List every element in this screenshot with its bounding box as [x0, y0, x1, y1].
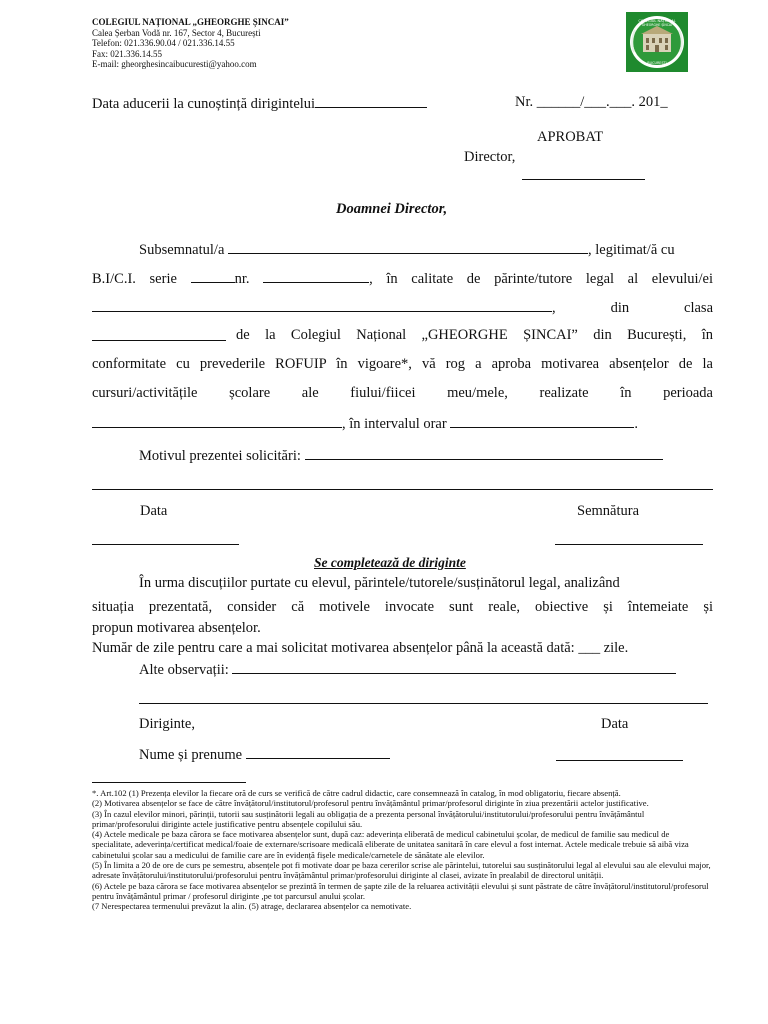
teacher-name-label: Nume și prenume — [139, 747, 243, 763]
other-observations-line — [139, 660, 676, 679]
request-line-7 — [92, 414, 638, 433]
request-line-6: cursuri/activitățile școlare ale fiului/fiicei meu/mele, realizate în perioada — [92, 385, 713, 401]
interval-field[interactable] — [450, 414, 634, 428]
director-signature-line[interactable] — [522, 179, 645, 180]
salutation: Doamnei Director, — [336, 201, 448, 217]
request-line-2 — [92, 269, 713, 288]
date-notice-label: Data aducerii la cunoștință dirigintelui — [92, 96, 316, 112]
school-reference: de la Colegiul Național „GHEORGHE ȘINCAI” din București, în — [236, 327, 713, 343]
registration-number: Nr. ______/___.___. 201_ — [515, 94, 668, 110]
id-number-label: nr. — [234, 271, 250, 287]
school-phone: Telefon: 021.336.90.04 / 021.336.14.55 — [92, 38, 235, 48]
previous-days-line: Număr de zile pentru care a mai solicitat motivarea absențelor până la această dată: ___ zile. — [92, 640, 629, 656]
date-notice-field[interactable] — [315, 94, 427, 108]
teacher-name-line — [139, 745, 390, 764]
date-notice — [92, 94, 427, 113]
reason-field[interactable] — [305, 446, 663, 460]
footnote-item: (6) Actele pe baza cărora se face motivarea absențelor se prezintă în termen de șapte zile de la reluarea activității elevului și sunt păstrate de către învățătorul/institutorul/profesorul pentru învățământul primar / profesorul diriginte ,pe tot parcursul anului școlar. — [92, 880, 709, 901]
footnote-item: (4) Actele medicale pe baza cărora se face motivarea absențelor sunt, după caz: adeverința eliberată de medicul cabinetului școlar, de medicul de familie sau medicul de specialitate, adeverința/certificat medical/foaie de externare/scrisoare medicală eliberate de unitatea sanitară în care elevul a fost internat. Actele medicale trebuie să aibă viza cabinetului școlar sau a medicului de familie care are în evidență fișele medicale/carnetele de sănătate ale elevilor. — [92, 829, 689, 860]
applicant-date-label: Data — [140, 503, 168, 519]
footnote-item: (5) În limita a 20 de ore de curs pe semestru, absențele pot fi motivate doar pe baza cererilor scrise ale părintelui, tutorelui sau susținătorului legal al elevului sau ale elevului major, adresate învățătorului/institutorului/profesorului pentru învățământul primar/profesorului diriginte al clasei, avizate în prealabil de directorul unității. — [92, 860, 711, 881]
reason-label: Motivul prezentei solicitări: — [139, 448, 301, 464]
other-observations-field[interactable] — [232, 660, 676, 674]
logo-bottom-text: BUCUREȘTI — [647, 61, 667, 65]
student-name-field[interactable] — [92, 298, 552, 312]
parent-role-label: , în calitate de părinte/tutore legal al elevului/ei — [369, 271, 713, 287]
request-line-4 — [92, 327, 713, 344]
teacher-section-title: Se completează de diriginte — [314, 555, 466, 570]
undersigned-label: Subsemnatul/a — [139, 242, 225, 258]
teacher-date-label: Data — [601, 716, 629, 732]
footnote-item: (7 Nerespectarea termenului prevăzut la alin. (5) atrage, declararea absențelor ca nemotivate. — [92, 901, 412, 912]
comma: , — [552, 300, 556, 316]
teacher-paragraph-line-2: situația prezentată, consider că motivele invocate sunt reale, obiective și întemeiate și — [92, 599, 713, 615]
logo-top-text: COLEGIUL NAȚIONAL — [638, 19, 676, 23]
class-label: clasa — [684, 300, 714, 316]
footnote-item: (2) Motivarea absențelor se face de către învățătorul/institutorul/profesorul pentru învățământul primar/profesorul diriginte în ziua prezentării actelor justificative. — [92, 798, 649, 809]
teacher-label: Diriginte, — [139, 716, 195, 732]
period-field[interactable] — [92, 414, 342, 428]
school-header — [92, 17, 289, 70]
approval-role: Director, — [464, 149, 516, 165]
other-observations-label: Alte observații: — [139, 662, 229, 678]
from-label: din — [610, 300, 630, 316]
school-fax: Fax: 021.336.14.55 — [92, 48, 163, 59]
school-address: Calea Șerban Vodă nr. 167, Sector 4, București — [92, 27, 261, 38]
period-end: . — [634, 416, 638, 432]
applicant-signature-label: Semnătura — [577, 503, 640, 519]
id-number-field[interactable] — [263, 269, 369, 283]
id-series-label: B.I/C.I. serie — [92, 271, 177, 287]
logo-name-text: GHEORGHE ȘINCAI — [641, 23, 673, 27]
school-email: E-mail: gheorghesincaibucuresti@yahoo.com — [92, 59, 257, 69]
identified-label: , legitimat/ă cu — [588, 242, 675, 258]
other-observations-field-continued[interactable] — [139, 703, 708, 704]
footnote-item: (3) În cazul elevilor minori, părinții, tutorii sau susținătorii legali au obligația de a prezenta personal învățătorului/institutorului/profesorului pentru învățământul primar/profesorului diriginte actele justificative pentru absențele copilului său. — [92, 808, 645, 829]
school-name: COLEGIUL NAȚIONAL „GHEORGHE ȘINCAI” — [92, 17, 289, 27]
id-series-field[interactable] — [191, 269, 235, 283]
teacher-paragraph-line-1: În urma discuțiilor purtate cu elevul, părintele/tutorele/susținătorul legal, analizând — [139, 575, 620, 591]
footnotes — [92, 788, 712, 912]
reason-line — [139, 446, 663, 465]
request-line-1 — [139, 240, 675, 259]
applicant-date-field[interactable] — [92, 544, 239, 545]
request-line-5: conformitate cu prevederile ROFUIP în vigoare*, vă rog a aproba motivarea absențelor de la — [92, 356, 713, 372]
reason-field-continued[interactable] — [92, 489, 713, 490]
teacher-paragraph-line-3: propun motivarea absențelor. — [92, 620, 261, 636]
teacher-name-field[interactable] — [246, 745, 390, 759]
footnote-item: *. Art.102 (1) Prezența elevilor la fiecare oră de curs se verifică de către cadrul didactic, care consemnează în catalog, în mod obligatoriu, fiecare absență. — [92, 788, 621, 798]
undersigned-name-field[interactable] — [228, 240, 588, 254]
request-line-3 — [92, 298, 713, 317]
approval-title: APROBAT — [537, 129, 604, 145]
school-logo-icon — [626, 12, 688, 72]
interval-label: , în intervalul orar — [342, 416, 447, 432]
teacher-date-field[interactable] — [556, 760, 683, 761]
footnote-separator — [92, 782, 246, 783]
applicant-signature-field[interactable] — [555, 544, 703, 545]
class-field[interactable] — [92, 327, 226, 341]
